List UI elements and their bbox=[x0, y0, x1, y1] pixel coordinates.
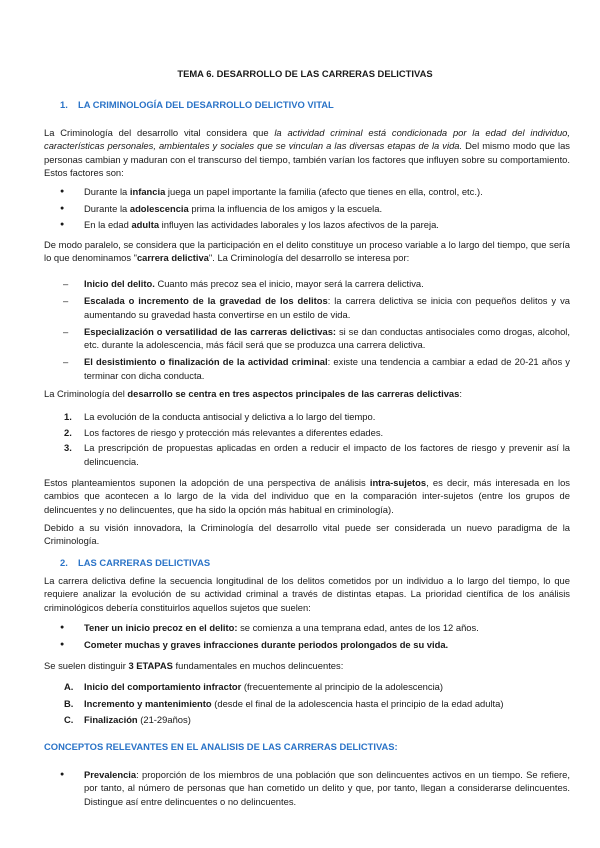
list-item bbox=[44, 441, 570, 468]
section-1-paragraph-2 bbox=[44, 238, 570, 265]
text-run: (frecuentemente al principio de la adolescencia) bbox=[241, 681, 443, 692]
list-item bbox=[44, 426, 570, 439]
list-letter: C. bbox=[64, 714, 74, 726]
bold-text-run: Inicio del comportamiento infractor bbox=[84, 681, 242, 692]
list-item bbox=[44, 325, 570, 352]
text-run: prima la influencia de los amigos y la escuela. bbox=[188, 202, 383, 214]
section-1-title: LA CRIMINOLOGÍA DEL DESARROLLO DELICTIVO VITAL bbox=[78, 99, 334, 110]
bold-text-run: Finalización bbox=[84, 714, 138, 726]
section-2-paragraph-2 bbox=[44, 659, 570, 672]
concepts-list bbox=[44, 768, 570, 808]
text-run: , es decir, más interesada en los cambios que acontecen a lo largo de la vida del individuo que en la comparación inter-sujetos (entre los grupos de delincuentes y no delincuentes, que ha sido la opción más habitual en criminología). bbox=[44, 477, 570, 515]
list-item bbox=[44, 218, 570, 231]
bold-text-run: adulta bbox=[131, 219, 160, 231]
text-run: La evolución de la conducta antisocial y delictiva a lo largo del tiempo. bbox=[84, 411, 376, 422]
bold-text-run: desarrollo se centra en tres aspectos principales de las carreras delictivas bbox=[127, 388, 460, 399]
bold-text-run: Cometer muchas y graves infracciones durante periodos prolongados de su vida. bbox=[84, 638, 449, 650]
interests-list bbox=[44, 277, 570, 382]
section-1-paragraph-1 bbox=[44, 126, 570, 179]
section-2-paragraph-1: La carrera delictiva define la secuencia longitudinal de los delitos cometidos por un individuo a lo largo del tiempo, lo que requiere analizar la evolución de su actividad criminal a través de distintas etapas. La prioridad científica de los análisis criminológicos debería constituirlos aquellos sujetos que suelen: bbox=[44, 575, 570, 613]
section-1-paragraph-3 bbox=[44, 387, 570, 400]
text-run: : la carrera delictiva se inicia con pequeños delitos y va aumentando su gravedad hasta convertirse en un estilo de vida. bbox=[84, 295, 570, 320]
traits-list bbox=[44, 621, 570, 651]
text-run: Durante la bbox=[84, 202, 130, 214]
text-run: Se suelen distinguir bbox=[44, 660, 129, 671]
text-run: ". La Criminología del desarrollo se interesa por: bbox=[208, 252, 410, 264]
bold-text-run: carrera delictiva bbox=[136, 252, 209, 264]
text-run: : bbox=[459, 388, 462, 399]
bold-text-run: Tener un inicio precoz en el delito: bbox=[84, 622, 238, 633]
section-2-title: LAS CARRERAS DELICTIVAS bbox=[78, 557, 211, 568]
stages-list bbox=[44, 680, 570, 727]
text-run: De modo paralelo, se considera que la participación en el delito constituye un proceso variable a lo largo del tiempo, que sería lo que denominamos " bbox=[44, 239, 570, 264]
bold-text-run: infancia bbox=[129, 186, 166, 197]
section-1-paragraph-4 bbox=[44, 476, 570, 516]
list-item bbox=[44, 638, 570, 651]
text-run: (desde el final de la adolescencia hasta el principio de la edad adulta) bbox=[211, 697, 504, 709]
list-item bbox=[44, 621, 570, 634]
bold-text-run: Prevalencia bbox=[84, 769, 137, 780]
text-run: La prescripción de propuestas aplicadas en orden a reducir el impacto de los factores de riesgo y prevenir así la delincuencia. bbox=[84, 442, 570, 467]
bold-text-run: Especialización o versatilidad de las carreras delictivas: bbox=[84, 325, 337, 337]
list-item bbox=[44, 713, 570, 726]
text-run: Durante la bbox=[84, 186, 130, 197]
section-2-number: 2. bbox=[60, 557, 68, 568]
bold-text-run: 3 ETAPAS bbox=[128, 660, 173, 671]
text-run: La Criminología del bbox=[44, 388, 128, 399]
text-run: se comienza a una temprana edad, antes de los 12 años. bbox=[237, 622, 479, 633]
aspects-list bbox=[44, 410, 570, 468]
section-1-heading bbox=[60, 98, 586, 111]
concepts-heading: CONCEPTOS RELEVANTES EN EL ANALISIS DE LAS CARRERAS DELICTIVAS: bbox=[44, 741, 398, 752]
text-run: : existe una tendencia a cambiar a edad de 20-21 años y terminar con dicha conducta. bbox=[84, 356, 570, 381]
text-run: influyen las actividades laborales y los lazos afectivos de la pareja. bbox=[159, 219, 439, 231]
bold-text-run: Incremento y mantenimiento bbox=[84, 697, 212, 709]
text-run: En la edad bbox=[84, 219, 132, 231]
text-run: La Criminología del desarrollo vital considera que bbox=[44, 127, 275, 138]
bold-text-run: El desistimiento o finalización de la actividad criminal bbox=[84, 356, 328, 368]
text-run: Del mismo modo que las personas cambian y maduran con el transcurso del tiempo, también varían los factores que influyen sobre su comportamiento. Estos factores son: bbox=[44, 140, 570, 178]
text-run: si se dan conductas antisociales como drogas, alcohol, etc. durante la adolescencia, más fácil será que se produzca una carrera delictiva. bbox=[84, 325, 570, 351]
factors-list bbox=[44, 185, 570, 232]
section-1-paragraph-5: Debido a su visión innovadora, la Criminología del desarrollo vital puede ser considerada un nuevo paradigma de la Criminología. bbox=[44, 522, 570, 547]
text-run: Cuanto más precoz sea el inicio, mayor será la carrera delictiva. bbox=[154, 278, 424, 289]
bold-text-run: adolescencia bbox=[129, 202, 189, 214]
list-item bbox=[44, 185, 570, 198]
text-run: fundamentales en muchos delincuentes: bbox=[172, 660, 344, 671]
bold-text-run: Escalada o incremento de la gravedad de los delitos bbox=[84, 295, 328, 307]
section-1-number: 1. bbox=[60, 99, 68, 110]
text-run: (21-29años) bbox=[137, 714, 191, 726]
section-2-heading bbox=[60, 556, 586, 569]
text-run: : proporción de los miembros de una población que son delincuentes activos en un tiempo. Se refiere, por tanto, al número de personas que han cometido un delito y que, por tanto, llegan a considerarse delincuentes. Distingue así entre delincuentes o no delincuentes. bbox=[84, 769, 570, 807]
text-run: juega un papel importante la familia (afecto que tienes en ella, control, etc.). bbox=[165, 186, 483, 197]
document-title: TEMA 6. DESARROLLO DE LAS CARRERAS DELICTIVAS bbox=[177, 68, 433, 79]
list-item bbox=[44, 202, 570, 215]
list-item bbox=[44, 294, 570, 321]
list-number: 2. bbox=[64, 426, 72, 438]
list-item bbox=[44, 277, 570, 290]
text-run: Estos planteamientos suponen la adopción de una perspectiva de análisis bbox=[44, 477, 370, 488]
list-item bbox=[44, 697, 570, 710]
bold-text-run: Inicio del delito. bbox=[84, 278, 155, 289]
list-number: 3. bbox=[64, 442, 72, 454]
list-letter: B. bbox=[64, 697, 74, 709]
list-item bbox=[44, 355, 570, 382]
text-run: Los factores de riesgo y protección más relevantes a diferentes edades. bbox=[84, 426, 384, 438]
italic-text-run: la actividad criminal está condicionada por la edad del individuo, características personales, ambientales y sociales que se vinculan a las diversas etapas de la vida. bbox=[44, 127, 570, 152]
bold-text-run: intra-sujetos bbox=[369, 477, 427, 488]
list-letter: A. bbox=[64, 681, 74, 692]
list-number: 1. bbox=[64, 411, 72, 422]
list-item bbox=[44, 410, 570, 423]
list-item bbox=[44, 768, 570, 808]
list-item bbox=[44, 680, 570, 693]
